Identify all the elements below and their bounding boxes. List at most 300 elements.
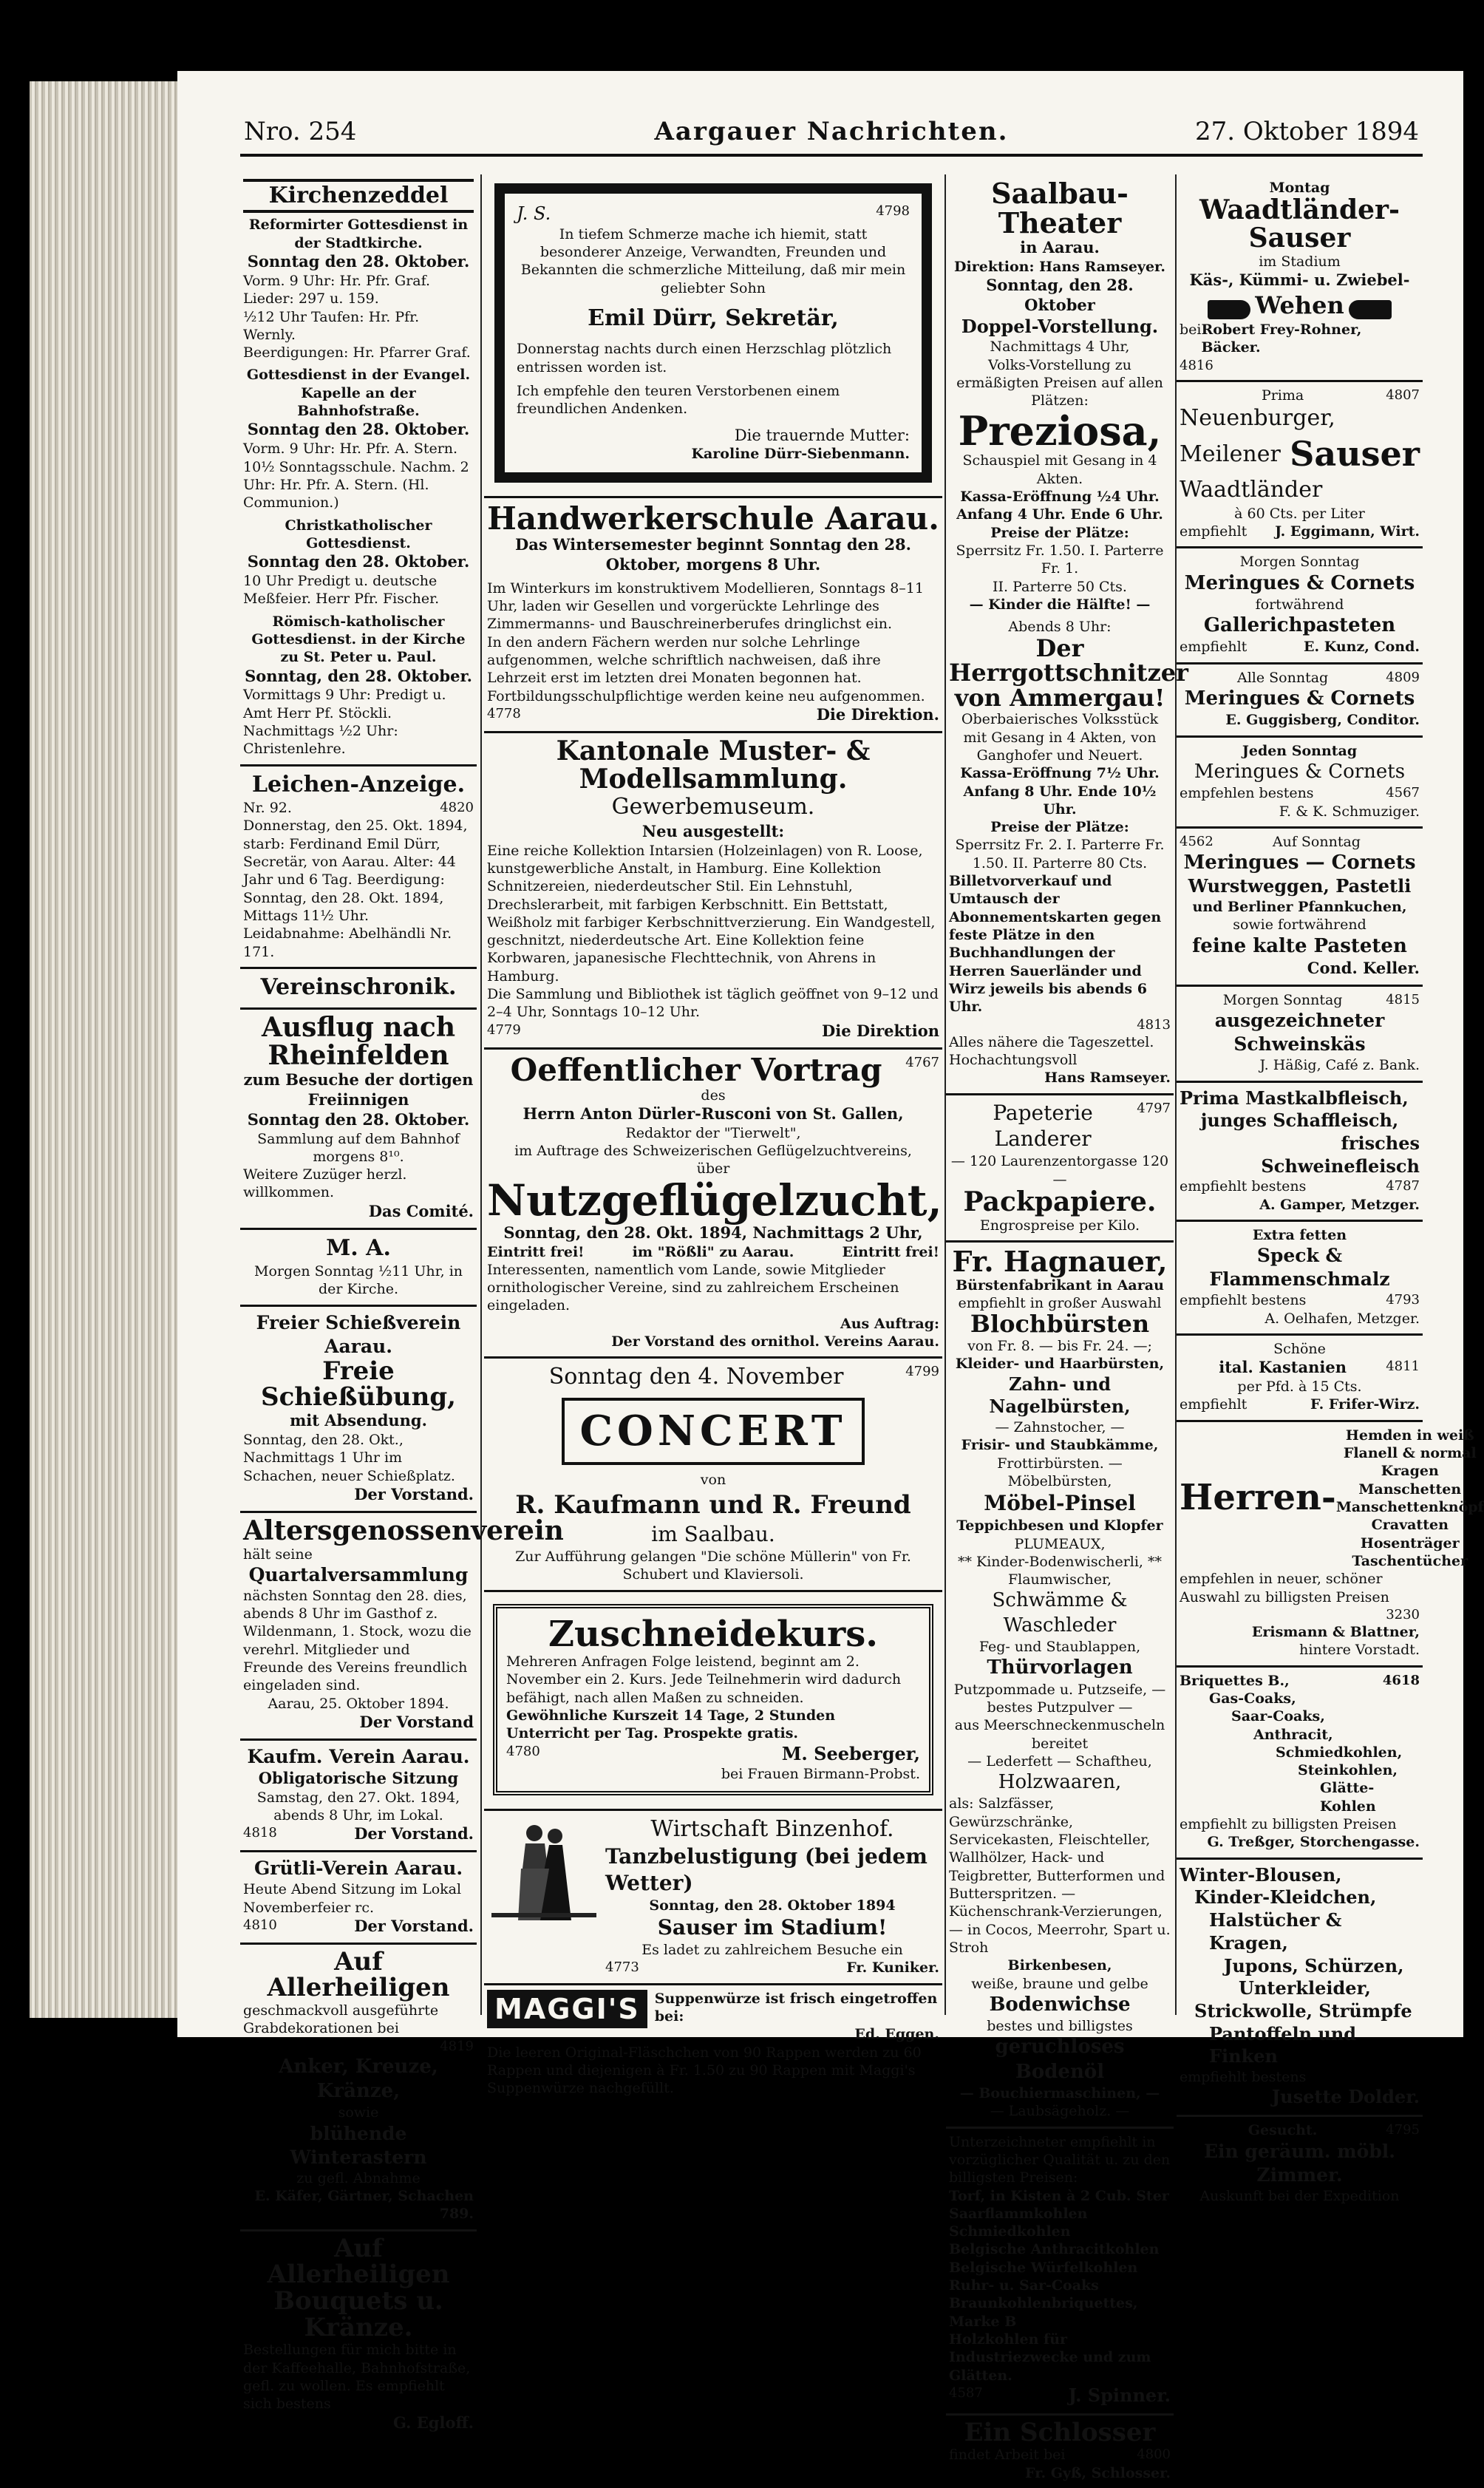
prima-line: Neuenburger, <box>1180 405 1335 432</box>
maggi-ad <box>484 1985 942 2104</box>
meringues-sign: F. & K. Schmuziger. <box>1279 803 1420 820</box>
kohlen-item: Ruhr- u. Sar-Coaks <box>949 2277 1099 2294</box>
theater-kasse-2: Kassa-Eröffnung 7½ Uhr. Anfang 8 Uhr. Ende 10½ Uhr. <box>960 765 1160 818</box>
issue-number: Nro. 254 <box>244 117 357 146</box>
kaufm-title: Kaufm. Verein Aarau. <box>247 1745 470 1767</box>
zuschneidekurs-sign-2: bei Frauen Birmann-Probst. <box>721 1766 920 1783</box>
hagnauer-line: bestes und billigstes <box>987 2018 1133 2035</box>
speck-title: Speck & Flammenschmalz <box>1209 1245 1390 1291</box>
fleisch-emp: empfiehlt bestens <box>1180 1178 1307 1195</box>
ad-number: 4780 <box>506 1743 540 1759</box>
handwerkerschule-text: Im Winterkurs im konstruktivem Modellieren, Sonntags 8–11 Uhr, laden wir Gesellen und vorgerückte Lehrlinge des Zimmermanns- und Bauschreinerberufes dringlichst ein. <box>487 579 924 633</box>
gruetli-notice <box>240 1852 477 1945</box>
herren-ad <box>1177 1422 1484 1668</box>
ad-number: 3230 <box>1386 1606 1420 1622</box>
theater-sub-2: Oberbaierisches Volksstück mit Gesang in 4 Akten, von Ganghofer und Neuert. <box>961 711 1159 764</box>
ausflug-notice <box>240 1010 477 1229</box>
fleisch-line: Prima Mastkalbfleisch, <box>1180 1087 1409 1109</box>
maggi-text-2: Die leeren Original-Fläschchen von 90 Rappen werden zu 60 Rappen und diejenigen à Fr. 1.50 zu 90 Rappen mit Maggi's Suppenwürze nachgefüllt. <box>487 2044 922 2097</box>
kaufm-verein-notice <box>240 1741 477 1852</box>
speck-sign: A. Oelhafen, Metzger. <box>1265 1310 1420 1327</box>
meringues-line: und Berliner Pfannkuchen, <box>1192 899 1407 916</box>
speck-emp: empfiehlt bestens <box>1180 1292 1307 1309</box>
mustersammlung-new: Neu ausgestellt: <box>641 821 785 840</box>
hagnauer-line: Kleider- und Haarbürsten, <box>955 1356 1165 1373</box>
schweinskaes-ad <box>1177 987 1423 1083</box>
briquettes-line: Anthracit, <box>1253 1726 1333 1743</box>
hagnauer-title: Fr. Hagnauer, <box>952 1244 1168 1278</box>
service-text: Vorm. 9 Uhr: Hr. Pfr. Graf. Lieder: 297 u. 159. <box>243 272 431 307</box>
kohlen-item: Braunkohlenbriquettes, Marke B <box>949 2295 1138 2330</box>
hagnauer-line: Putzpommade u. Putzseife, — bestes Putzpulver — <box>953 1681 1166 1716</box>
briquettes-sign: G. Treßger, Storchengasse. <box>1207 1834 1420 1851</box>
service-date: Sonntag, den 28. Oktober. <box>245 666 472 685</box>
ma-notice <box>240 1230 477 1307</box>
concert-names: R. Kaufmann und R. Freund <box>515 1489 911 1520</box>
briquettes-line: Saar-Coaks, <box>1231 1708 1325 1725</box>
herren-big: Herren- <box>1180 1477 1336 1519</box>
winter-line: Kinder-Kleidchen, <box>1194 1886 1377 1909</box>
sauser-title: Waadtländer-Sauser <box>1199 194 1400 254</box>
death-sign: Karoline Dürr-Siebenmann. <box>691 446 910 463</box>
meringues-sign: E. Guggisberg, Conditor. <box>1225 712 1420 729</box>
winter-line: Halstücher & Kragen, <box>1209 1909 1342 1954</box>
death-text-3: Ich empfehle den teuren Verstorbenen einem freundlichen Andenken. <box>517 382 840 418</box>
gesucht-ad <box>1177 2117 1423 2211</box>
herren-item: Manschettenknöpf <box>1335 1499 1484 1516</box>
ad-number: 4800 <box>1137 2447 1171 2463</box>
briquettes-emp: empfiehlt zu billigsten Preisen <box>1180 1816 1397 1833</box>
concert-place: im Saalbau. <box>651 1522 775 1547</box>
theater-ad <box>946 174 1188 1095</box>
hagnauer-line: — Lederfett — Schaftheu, <box>967 1753 1152 1770</box>
maggi-text: Suppenwürze ist frisch eingetroffen bei: <box>654 1990 938 2025</box>
prima-line: Meilener <box>1180 441 1281 467</box>
altersgenossen-text: hält seine <box>243 1546 313 1563</box>
vortrag-des: des <box>701 1087 726 1104</box>
altersgenossen-sign: Der Vorstand <box>359 1713 474 1732</box>
allerheiligen-sowie: sowie <box>338 2104 379 2121</box>
zuschneidekurs-ad <box>484 1592 942 1811</box>
kohlen-item: Holzkohlen für Industriezwecke und zum Glätten. <box>949 2331 1151 2384</box>
theater-volks: Volks-Vorstellung zu ermäßigten Preisen auf allen Plätzen: <box>956 356 1163 409</box>
mustersammlung-ad <box>484 733 942 1050</box>
schiessverein-sub: mit Absendung. <box>290 1411 427 1430</box>
kohlen-ad <box>946 2129 1174 2416</box>
concert-von: von <box>700 1472 726 1489</box>
meringues-ad-4 <box>1177 829 1423 987</box>
briquettes-line: Glätte-Kohlen <box>1320 1780 1376 1815</box>
theater-date: Sonntag, den 28. Oktober <box>986 275 1134 314</box>
meringues-ad-3 <box>1177 738 1423 829</box>
zuschneidekurs-text-2: Gewöhnliche Kurszeit 14 Tage, 2 Stunden Unterricht per Tag. Prospekte gratis. <box>506 1707 836 1742</box>
ad-number: 4810 <box>243 1917 277 1933</box>
kastanien-sign: F. Frifer-Wirz. <box>1310 1396 1420 1413</box>
handwerkerschule-sub: Das Wintersemester beginnt Sonntag den 28. Oktober, morgens 8 Uhr. <box>515 534 911 574</box>
death-mother: Die trauernde Mutter: <box>734 426 910 444</box>
meringues-line: Wurstweggen, Pastetli <box>1188 875 1412 897</box>
ad-number: 4562 <box>1180 833 1214 849</box>
meringues-title: Meringues & Cornets <box>1184 687 1415 710</box>
ma-text: Morgen Sonntag ½11 Uhr, in der Kirche. <box>253 1263 463 1298</box>
ausflug-title: Ausflug nach Rheinfelden <box>261 1012 456 1072</box>
maggi-logo: MAGGI'S <box>487 1990 647 2029</box>
meringues-big: feine kalte Pasteten <box>1192 934 1407 957</box>
gesucht-title: Gesucht. <box>1248 2122 1318 2139</box>
vortrag-ueber: über <box>696 1160 730 1177</box>
prima-sauser-ad <box>1177 382 1423 549</box>
altersgenossen-body: nächsten Sonntag den 28. dies, abends 8 Uhr im Gasthof z. Wildenmann, 1. Stock, wozu die verehrl. Mitglieder und Freunde des Vereins freundlich eingeladen sind. <box>243 1587 472 1694</box>
ad-number: 4816 <box>1180 357 1214 373</box>
service-heading: Christkatholischer Gottesdienst. <box>285 517 432 551</box>
hagnauer-line: Teppichbesen und Klopfer <box>956 1517 1163 1534</box>
prima-emp: empfiehlt <box>1180 523 1248 540</box>
prima-price: à 60 Cts. per Liter <box>1234 505 1365 522</box>
kastanien-emp: empfiehlt <box>1180 1396 1248 1413</box>
waadtlaender-sauser-ad <box>1177 174 1423 382</box>
herren-item: Flanell & normal <box>1343 1445 1477 1462</box>
briquettes-line: Schmiedkohlen, <box>1276 1744 1403 1761</box>
binzenhof-text: Es ladet zu zahlreichem Besuche ein <box>641 1941 903 1958</box>
hagnauer-ad <box>946 1243 1174 2129</box>
service-heading: Reformirter Gottesdienst in der Stadtkirche. <box>248 217 469 251</box>
ad-number: 4818 <box>243 1825 277 1841</box>
ad-number: 4819 <box>440 2038 474 2054</box>
ad-number: 4809 <box>1386 669 1420 685</box>
allerheiligen-ad <box>240 1945 477 2232</box>
ad-number: 4778 <box>487 705 521 721</box>
ausflug-sign: Das Comité. <box>368 1201 474 1220</box>
death-initials: J. S. <box>517 203 551 224</box>
hagnauer-line: Frisir- und Staubkämme, <box>961 1437 1159 1454</box>
schlosser-ad <box>946 2416 1174 2488</box>
handwerkerschule-text-2: In den andern Fächern werden nur solche Lehrlinge aufgenommen, welche schriftlich nachweisen, daß ihre Lehrzeit erst im letzten drei Monaten begonnen hat. Fortbildungsschulpflichtige werden keine neu aufgenommen. <box>487 633 925 704</box>
maggi-sign: Ed. Eggen. <box>854 2026 939 2043</box>
ad-number: 4779 <box>487 1022 521 1038</box>
prima-line: Waadtländer <box>1180 477 1323 503</box>
vortrag-auf: Aus Auftrag: <box>840 1315 939 1332</box>
allerheiligen-sign: E. Käfer, Gärtner, Schachen 789. <box>254 2187 474 2223</box>
herren-sign: Erismann & Blattner, <box>1251 1623 1420 1640</box>
hagnauer-line: aus Meerschneckenmuscheln bereitet <box>954 1717 1165 1752</box>
meringues-ad-2 <box>1177 665 1423 738</box>
concert-text: Zur Aufführung gelangen "Die schöne Müllerin" von Fr. Schubert und Klaviersoli. <box>515 1549 911 1583</box>
death-text-2: Donnerstag nachts durch einen Herzschlag plötzlich entrissen worden ist. <box>517 341 892 375</box>
papeterie-title: Papeterie Landerer <box>993 1100 1093 1152</box>
zuschneidekurs-sign: M. Seeberger, <box>781 1742 920 1764</box>
ad-number: 4820 <box>440 800 474 816</box>
theater-bill: Billetvorverkauf und Umtausch der Abonnementskarten gegen feste Plätze in den Buchhandlungen der Herren Sauerländer und Wirz jeweils bis abends 6 Uhr. <box>949 873 1162 1016</box>
mustersammlung-sign: Die Direktion <box>822 1021 939 1040</box>
kastanien-price: per Pfd. à 15 Cts. <box>1237 1379 1362 1396</box>
schweinskaes-sign: J. Häßig, Café z. Bank. <box>1259 1057 1420 1074</box>
hagnauer-line: Thürvorlagen <box>987 1656 1133 1679</box>
briquettes-ad <box>1177 1668 1423 1860</box>
theater-preise: Preise der Plätze: <box>990 524 1129 541</box>
winter-emp: empfiehlt bestens <box>1180 2069 1307 2086</box>
hagnauer-line: geruchloses Bodenöl <box>995 2036 1125 2083</box>
binzenhof-sign: Fr. Kuniker. <box>846 1960 939 1977</box>
hagnauer-line: — Zahnstocher, — <box>995 1419 1125 1436</box>
meringues-emp: empfehlen bestens <box>1180 785 1314 802</box>
theater-sign: Hans Ramseyer. <box>1044 1070 1171 1087</box>
theater-sub: Schauspiel mit Gesang in 4 Akten. <box>962 452 1157 487</box>
prima-sauser: Sauser <box>1290 434 1420 475</box>
theater-title: Saalbau-Theater <box>991 177 1129 239</box>
winter-sign: Jusette Dolder. <box>1271 2086 1420 2108</box>
hagnauer-sub: Bürstenfabrikant in Aarau <box>956 1277 1164 1294</box>
allerheiligen-blumen: blühende Winterastern <box>290 2122 427 2168</box>
herren-item: Kragen <box>1381 1463 1439 1480</box>
briquettes-line: Gas-Coaks, <box>1209 1690 1296 1707</box>
page-header <box>244 117 1419 154</box>
theater-p2: II. Parterre 50 Cts. <box>993 578 1127 595</box>
leichen-nr: Nr. 92. <box>243 800 292 817</box>
schiessverein-notice <box>240 1307 477 1513</box>
zuschneidekurs-title: Zuschneidekurs. <box>548 1613 879 1655</box>
fleisch-line: frisches Schweinefleisch <box>1261 1132 1420 1177</box>
schweinskaes-title: ausgezeichneter Schweinskäs <box>1214 1010 1385 1056</box>
vereinschronik <box>240 969 477 1010</box>
herren-sign-2: hintere Vorstadt. <box>1299 1642 1420 1659</box>
meringues-day: Jeden Sonntag <box>1242 742 1358 759</box>
vortrag-text: Interessenten, namentlich vom Lande, sowie Mitglieder ornithologischer Vereine, sind zu zahlreichem Erscheinen eingeladen. <box>487 1261 899 1314</box>
newspaper-page <box>177 71 1484 2481</box>
kaufm-sub: Obligatorische Sitzung <box>258 1768 459 1787</box>
schlosser-sign: Fr. Gyß, Schlosser. <box>1025 2464 1171 2481</box>
hagnauer-big: Blochbürsten <box>970 1310 1150 1339</box>
ad-number: 4767 <box>905 1054 939 1070</box>
service-text: 10 Uhr Predigt u. deutsche Meßfeier. Herr Pfr. Fischer. <box>243 573 440 608</box>
theater-place: in Aarau. <box>1020 237 1100 256</box>
vortrag-auftrag: im Auftrage des Schweizerischen Geflügelzuchtvereins, <box>514 1143 912 1160</box>
winter-blousen-ad <box>1177 1860 1423 2118</box>
meringues-title: Meringues & Cornets <box>1184 571 1415 594</box>
sauser-wehen: Wehen <box>1255 291 1344 320</box>
schweinskaes-day: Morgen Sonntag <box>1222 991 1343 1008</box>
service-text: Vormittags 9 Uhr: Predigt u. Amt Herr Pf. Stöckli. Nachmittags ½2 Uhr: Christenlehre. <box>243 687 446 758</box>
kirchenzeddel-title: Kirchenzeddel <box>243 179 474 213</box>
vortrag-date: Sonntag, den 28. Okt. 1894, Nachmittags 2 Uhr, <box>503 1223 923 1242</box>
binzenhof-big: Tanzbelustigung (bei jedem Wetter) <box>605 1844 928 1895</box>
binzenhof-title: Wirtschaft Binzenhof. <box>650 1815 894 1842</box>
binzenhof-sauser: Sauser im Stadium! <box>657 1915 888 1940</box>
ausflug-guests: Weitere Zuzüger herzl. willkommen. <box>243 1166 407 1201</box>
speck-ad <box>1177 1222 1423 1336</box>
ad-number: 4587 <box>949 2385 983 2401</box>
altersgenossen-place: Aarau, 25. Oktober 1894. <box>268 1695 449 1712</box>
papeterie-big: Packpapiere. <box>963 1186 1157 1217</box>
theater-big: Preziosa, <box>958 407 1162 455</box>
vortrag-place: im "Rößli" zu Aarau. <box>632 1243 794 1260</box>
allerheiligen2-sign: G. Egloff. <box>392 2413 474 2432</box>
ad-number: 4773 <box>605 1960 639 1976</box>
kirchenzeddel-notice <box>240 174 477 767</box>
vortrag-free-right: Eintritt frei! <box>842 1243 939 1260</box>
gruetli-sign: Der Vorstand. <box>354 1916 474 1935</box>
ad-number: 4795 <box>1386 2122 1420 2138</box>
meringues-emp: empfiehlt <box>1180 639 1248 656</box>
herren-item: Hosenträger <box>1360 1534 1460 1551</box>
mustersammlung-sub: Gewerbemuseum. <box>611 794 815 820</box>
binzenhof-date: Sonntag, den 28. Oktober 1894 <box>649 1897 896 1914</box>
death-text: In tiefem Schmerze mache ich hiemit, statt besonderer Anzeige, Verwandten, Freunden und Bekannten die schmerzliche Mitteilung, daß mir mein geliebter Sohn <box>520 225 906 296</box>
hagnauer-line: Möbel-Pinsel <box>984 1491 1136 1516</box>
papeterie-addr: — 120 Laurenzentorgasse 120 — <box>950 1153 1169 1188</box>
allerheiligen-title: Auf Allerheiligen <box>267 1946 450 2003</box>
herren-item: Taschentücher <box>1352 1552 1468 1569</box>
theater-doppel: Doppel-Vorstellung. <box>961 315 1159 337</box>
vortrag-free-left: Eintritt frei! <box>487 1243 585 1260</box>
death-name: Emil Dürr, Sekretär, <box>588 305 839 331</box>
theater-preise-2: Preise der Plätze: <box>990 819 1129 836</box>
winter-line: Jupons, Schürzen, <box>1224 1954 1404 1977</box>
handwerkerschule-sign: Die Direktion. <box>816 704 939 724</box>
hagnauer-line: Schwämme & Waschleder <box>992 1589 1128 1636</box>
kaufm-date: Samstag, den 27. Okt. 1894, abends 8 Uhr, im Lokal. <box>256 1789 460 1824</box>
herren-item: Cravatten <box>1371 1517 1449 1534</box>
hagnauer-line: Zahn- und Nagelbürsten, <box>989 1373 1131 1418</box>
papeterie-ad <box>946 1095 1174 1243</box>
altersgenossen-sub: Quartalversammlung <box>248 1563 469 1585</box>
service-heading: Römisch-katholischer Gottesdienst. in der Kirche zu St. Peter u. Paul. <box>251 613 466 666</box>
altersgenossen-title: Altersgenossenverein <box>243 1515 564 1546</box>
issue-date: 27. Oktober 1894 <box>1195 117 1419 146</box>
column-rule <box>480 174 482 2015</box>
kohlen-item: Belgische Würfelkohlen <box>949 2259 1138 2276</box>
vortrag-sign: Der Vorstand des ornithol. Vereins Aarau. <box>611 1333 939 1350</box>
winter-line: Strickwolle, Strümpfe <box>1194 2000 1412 2022</box>
winter-line: Unterkleider, <box>1239 1977 1371 1999</box>
service-date: Sonntag den 28. Oktober. <box>247 420 470 439</box>
theater-p1: Sperrsitz Fr. 1.50. I. Parterre Fr. 1. <box>956 542 1164 577</box>
hagnauer-line: Birkenbesen, <box>1007 1957 1112 1974</box>
papeterie-sub: Engrospreise per Kilo. <box>979 1217 1140 1234</box>
meringues-big: Gallerichpasteten <box>1203 614 1396 637</box>
sauser-place: im Stadium <box>1259 253 1341 270</box>
fleisch-line: junges Schaffleisch, <box>1200 1109 1399 1132</box>
hagnauer-line: — Laubsägeholz. — <box>990 2103 1130 2120</box>
theater-direktion: Direktion: Hans Ramseyer. <box>954 258 1165 275</box>
leichen-text: Donnerstag, den 25. Okt. 1894, starb: Ferdinand Emil Dürr, Secretär, von Aarau. Alter: 44 Jahr und 6 Tag. Beerdigung: Sonntag, den 28. Okt. 1894, Mittags 11½ Uhr. Leidabnahme: Abelhändli Nr. 171. <box>243 818 468 960</box>
ad-number: 4815 <box>1386 991 1420 1007</box>
vortrag-title: Oeffentlicher Vortrag <box>510 1051 882 1088</box>
meringues-day: Auf Sonntag <box>1272 833 1361 850</box>
meringues-day: Alle Sonntag <box>1236 669 1329 686</box>
gruetli-text: Heute Abend Sitzung im Lokal Novemberfeier rc. <box>243 1881 462 1916</box>
kastanien-title: ital. Kastanien <box>1219 1358 1347 1377</box>
dancing-couple-illustration <box>489 1817 599 1928</box>
theater-kinder: — Kinder die Hälfte! — <box>969 596 1151 613</box>
hagnauer-line: ** Kinder-Bodenwischerli, ** <box>957 1553 1163 1570</box>
prima-sign: J. Eggimann, Wirt. <box>1275 523 1420 540</box>
column-3 <box>946 174 1188 2481</box>
column-2 <box>484 174 942 2097</box>
meringues-title: Meringues — Cornets <box>1183 852 1416 874</box>
meringues-sign: Cond. Keller. <box>1307 959 1420 978</box>
herren-text: empfehlen in neuer, schöner Auswahl zu billigsten Preisen <box>1180 1571 1389 1605</box>
hagnauer-line: — Bouchiermaschinen, — <box>959 2084 1160 2101</box>
ad-number: 4813 <box>1137 1016 1171 1033</box>
ad-number: 4793 <box>1386 1292 1420 1308</box>
altersgenossen-notice <box>240 1513 564 1741</box>
hagnauer-line: PLUMEAUX, <box>1014 1535 1106 1552</box>
pointing-hand-icon <box>1349 300 1392 319</box>
allerheiligen-ad-2 <box>240 2232 477 2439</box>
meringues-fort: fortwährend <box>1255 596 1344 613</box>
allerheiligen-abn: zu gefl. Abnahme <box>296 2169 421 2186</box>
concert-title: CONCERT <box>562 1398 864 1466</box>
ad-number: 4567 <box>1386 785 1420 801</box>
winter-line: Pantoffeln und Finken <box>1209 2022 1357 2067</box>
kohlen-item: Saarflammkohlen <box>949 2205 1088 2222</box>
ausflug-date: Sonntag den 28. Oktober. <box>247 1109 470 1129</box>
zuschneidekurs-text: Mehreren Anfragen Folge leistend, beginnt am 2. November ein 2. Kurs. Jede Teilnehmerin wird dadurch befähigt, nach allen Maßen zu schneiden. <box>506 1653 902 1706</box>
mustersammlung-text: Eine reiche Kollektion Intarsien (Holzeinlagen) von R. Loose, kunstgewerbliche Anstalt, in Hamburg. Eine Kollektion Schnitzereien, niederdeutscher Stil. Ein Lehnstuhl, Drechslerarbeit, mit farbigen Kerbschnitt. Ein Bettstatt, Weißholz mit farbiger Kerbschnittverzierung. Ein Wandgestell, geschnitzt, niederdeutsche Art. Eine Kollektion feine Korbwaren, japanesische Flechttechnik, von Ahrens in Hamburg. <box>487 842 936 985</box>
service-date: Sonntag den 28. Oktober. <box>247 252 470 271</box>
sauser-sign: Robert Frey-Rohner, Bäcker. <box>1201 322 1362 356</box>
theater-nachm: Nachmittags 4 Uhr, <box>990 339 1130 356</box>
service-heading: Gottesdienst in der Evangel. Kapelle an der Bahnhofstraße. <box>246 367 471 420</box>
death-notice <box>484 174 942 498</box>
binzenhof-ad <box>484 1811 942 1985</box>
meringues-title: Meringues & Cornets <box>1194 760 1406 783</box>
schiessverein-big: Freie Schießübung, <box>261 1356 456 1413</box>
service-text: ½12 Uhr Taufen: Hr. Pfr. Wernly. <box>243 308 420 343</box>
service-text: Vorm. 9 Uhr: Hr. Pfr. A. Stern. 10½ Sonntagsschule. Nachm. 2 Uhr: Hr. Pfr. A. Stern. (Hl. Communion.) <box>243 441 469 511</box>
header-rule <box>240 154 1423 157</box>
allerheiligen2-title: Auf Allerheiligen <box>267 2233 450 2290</box>
kohlen-sign: J. Spinner. <box>1068 2384 1171 2406</box>
service-date: Sonntag den 28. Oktober. <box>247 552 470 571</box>
vortrag-big: Nutzgeflügelzucht, <box>487 1175 942 1226</box>
ad-number: 4797 <box>1137 1100 1171 1116</box>
winter-line: Winter-Blousen, <box>1180 1863 1342 1886</box>
gesucht-text: Auskunft bei der Expedition <box>1199 2187 1400 2204</box>
hagnauer-line: Holzwaaren, <box>998 1771 1122 1794</box>
sauser-montag: Montag <box>1269 180 1330 196</box>
hagnauer-price: von Fr. 8. — bis Fr. 24. —; <box>967 1338 1152 1355</box>
page-stack-edge <box>30 81 179 2018</box>
ad-number: 4798 <box>876 203 910 219</box>
hagnauer-line: Bodenwichse <box>989 1993 1131 2016</box>
meringues-line: sowie fortwährend <box>1233 917 1366 934</box>
meringues-sign: E. Kunz, Cond. <box>1304 639 1420 656</box>
hagnauer-line: weiße, braune und gelbe <box>971 1975 1148 1992</box>
newspaper-title: Aargauer Nachrichten. <box>654 117 1009 146</box>
sauser-kaes: Käs-, Kümmi- u. Zwiebel- <box>1189 271 1410 290</box>
fleisch-sign: A. Gamper, Metzger. <box>1259 1196 1420 1213</box>
handwerkerschule-title: Handwerkerschule Aarau. <box>487 500 939 537</box>
hagnauer-line: Frottirbürsten. — Möbelbürsten, <box>997 1455 1123 1490</box>
schiessverein-text: Sonntag, den 28. Okt., Nachmittags 1 Uhr im Schachen, neuer Schießplatz. <box>243 1431 455 1484</box>
kastanien-schoene: Schöne <box>1273 1340 1326 1357</box>
theater-p3: Sperrsitz Fr. 2. I. Parterre Fr. 1.50. II. Parterre 80 Cts. <box>955 837 1165 871</box>
handwerkerschule-ad <box>484 498 942 733</box>
concert-date: Sonntag den 4. November <box>548 1364 844 1390</box>
ad-number: 4799 <box>905 1364 939 1380</box>
theater-more: Alles nähere die Tageszettel. Hochachtungsvoll <box>949 1033 1154 1068</box>
ma-title: M. A. <box>326 1234 391 1261</box>
hagnauer-line: Flaumwischer, <box>1007 1571 1112 1588</box>
vereinschronik-title: Vereinschronik. <box>260 973 457 1000</box>
ad-number: 4618 <box>1382 1672 1420 1688</box>
fleisch-ad <box>1177 1083 1423 1223</box>
theater-kasse: Kassa-Eröffnung ½4 Uhr. Anfang 4 Uhr. Ende 6 Uhr. <box>956 489 1163 523</box>
ad-number: 4807 <box>1386 387 1420 403</box>
vortrag-redaktor: Redaktor der "Tierwelt", <box>625 1124 801 1141</box>
kastanien-ad <box>1177 1336 1423 1422</box>
